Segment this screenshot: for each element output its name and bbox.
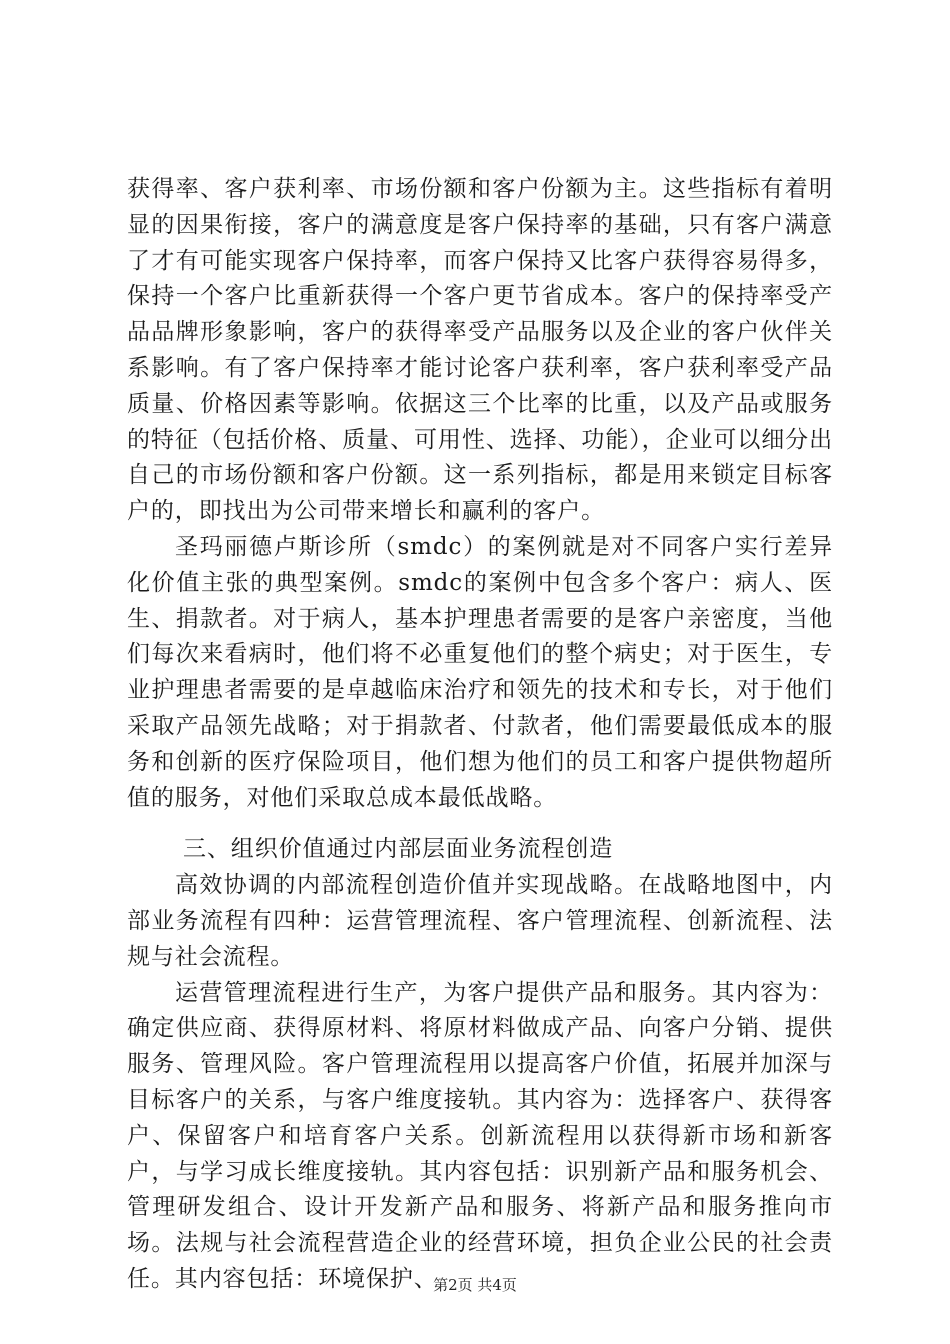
page-number-footer: 第2页 共4页: [433, 1276, 517, 1294]
paragraph-smdc-case: 圣玛丽德卢斯诊所（smdc）的案例就是对不同客户实行差异化价值主张的典型案例。smdc的案例中包含多个客户：病人、医生、捐款者。对于病人，基本护理患者需要的是客户亲密度，当他们每次来看病时，他们将不必重复他们的整个病史；对于医生，专业护理患者需要的是卓越临床治疗和领先的技术和专长，对于他们采取产品领先战略；对于捐款者、付款者，他们需要最低成本的服务和创新的医疗保险项目，他们想为他们的员工和客户提供物超所值的服务，对他们采取总成本最低战略。: [127, 533, 833, 811]
paragraph-process-details: 运营管理流程进行生产，为客户提供产品和服务。其内容为：确定供应商、获得原材料、将原材料做成产品、向客户分销、提供服务、管理风险。客户管理流程用以提高客户价值，拓展并加深与目标客户的关系，与客户维度接轨。其内容为：选择客户、获得客户、保留客户和培育客户关系。创新流程用以获得新市场和新客户，与学习成长维度接轨。其内容包括：识别新产品和服务机会、管理研发组合、设计开发新产品和服务、将新产品和服务推向市场。法规与社会流程营造企业的经营环境，担负企业公民的社会责任。其内容包括：环境保护、: [127, 979, 833, 1292]
paragraph-customer-metrics: 获得率、客户获利率、市场份额和客户份额为主。这些指标有着明显的因果衔接，客户的满意度是客户保持率的基础，只有客户满意了才有可能实现客户保持率，而客户保持又比客户获得容易得多，保持一个客户比重新获得一个客户更节省成本。客户的保持率受产品品牌形象影响，客户的获得率受产品服务以及企业的客户伙伴关系影响。有了客户保持率才能讨论客户获利率，客户获利率受产品质量、价格因素等影响。依据这三个比率的比重，以及产品或服务的特征（包括价格、质量、可用性、选择、功能），企业可以细分出自己的市场份额和客户份额。这一系列指标，都是用来锁定目标客户的，即找出为公司带来增长和赢利的客户。: [127, 176, 833, 525]
section-heading: 三、组织价值通过内部层面业务流程创造: [183, 836, 614, 863]
document-body: [127, 172, 833, 1298]
paragraph-internal-process: 高效协调的内部流程创造价值并实现战略。在战略地图中，内部业务流程有四种：运营管理流程、客户管理流程、创新流程、法规与社会流程。: [127, 872, 833, 970]
